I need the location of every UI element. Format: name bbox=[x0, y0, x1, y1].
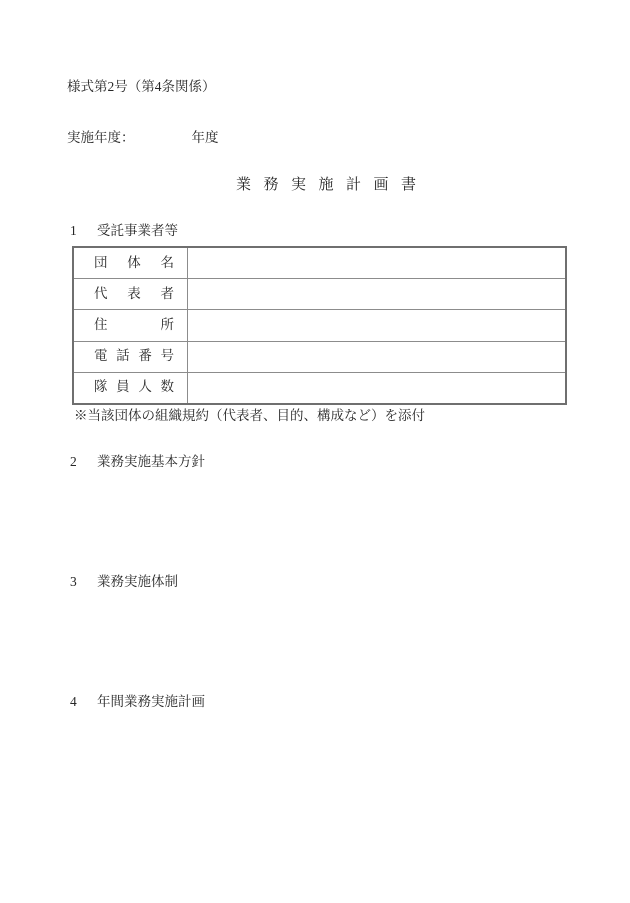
section-heading-contractor bbox=[70, 223, 178, 240]
fiscal-year-label: 実施年度： bbox=[67, 130, 135, 145]
row-value-cell bbox=[188, 279, 565, 309]
table-note: ※当該団体の組織規約（代表者、目的、構成など）を添付 bbox=[74, 408, 425, 423]
row-value-cell bbox=[188, 248, 565, 278]
section-title: 業務実施体制 bbox=[97, 574, 178, 589]
row-label-cell bbox=[74, 310, 188, 340]
row-label-cell bbox=[74, 248, 188, 278]
row-label-cell bbox=[74, 342, 188, 372]
section-heading-basic-policy bbox=[70, 454, 205, 471]
contractor-table bbox=[72, 246, 567, 405]
section-title: 受託事業者等 bbox=[97, 223, 178, 238]
row-value-cell bbox=[188, 342, 565, 372]
section-title: 業務実施基本方針 bbox=[97, 454, 205, 469]
row-label: 住所 bbox=[94, 317, 174, 333]
row-label: 電話番号 bbox=[94, 348, 174, 364]
document-title: 業務実施計画書 bbox=[236, 177, 429, 193]
section-title: 年間業務実施計画 bbox=[97, 694, 205, 709]
table-row-organization-name bbox=[74, 248, 565, 278]
section-number: 1 bbox=[70, 223, 77, 238]
row-label: 隊員人数 bbox=[94, 379, 174, 395]
section-heading-implementation-structure bbox=[70, 574, 178, 591]
section-number: 2 bbox=[70, 454, 77, 469]
row-label-cell bbox=[74, 373, 188, 403]
table-row-address bbox=[74, 309, 565, 340]
row-label: 団体名 bbox=[94, 254, 174, 270]
section-heading-annual-plan bbox=[70, 694, 205, 711]
table-row-phone-number bbox=[74, 341, 565, 372]
section-number: 4 bbox=[70, 694, 77, 709]
table-row-member-count bbox=[74, 372, 565, 403]
fiscal-year-line bbox=[67, 130, 219, 147]
row-label-cell bbox=[74, 279, 188, 309]
row-value-cell bbox=[188, 373, 565, 403]
section-number: 3 bbox=[70, 574, 77, 589]
fiscal-year-suffix: 年度 bbox=[191, 130, 219, 145]
table-row-representative bbox=[74, 278, 565, 309]
form-number: 様式第2号（第4条関係） bbox=[67, 79, 216, 94]
row-value-cell bbox=[188, 310, 565, 340]
row-label: 代表者 bbox=[94, 285, 174, 301]
